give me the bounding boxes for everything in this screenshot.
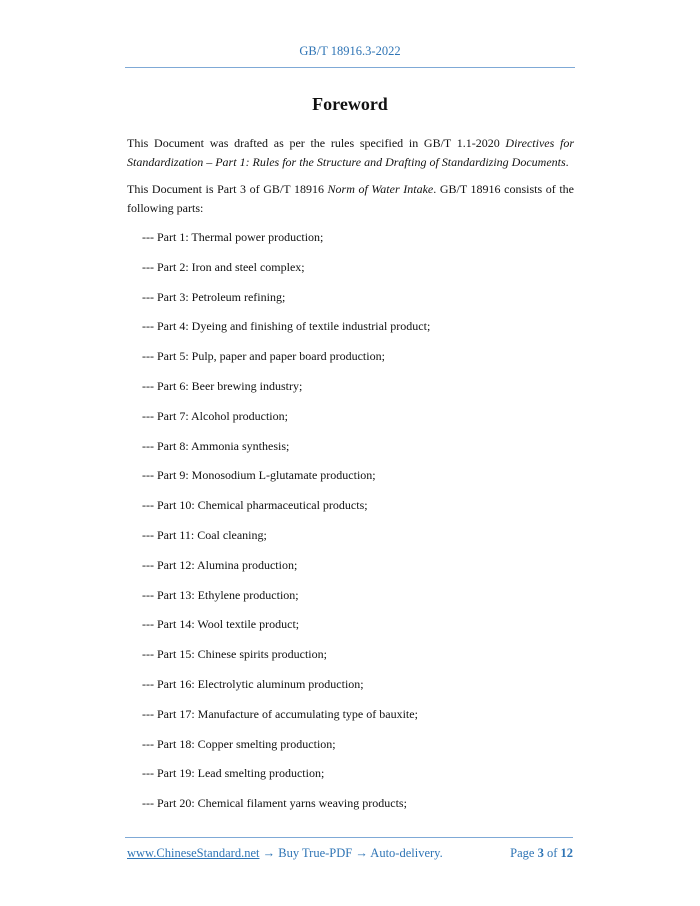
list-item: --- Part 14: Wool textile product;: [142, 617, 300, 632]
parts-list: [142, 228, 430, 824]
list-item: --- Part 19: Lead smelting production;: [142, 766, 325, 781]
footer-divider: [125, 837, 573, 838]
paragraph-text: . GB/T 18916 consists of the following parts:: [127, 182, 574, 215]
list-item: --- Part 15: Chinese spirits production;: [142, 647, 327, 662]
list-item: --- Part 13: Ethylene production;: [142, 587, 299, 602]
paragraph-text: .: [565, 155, 569, 169]
foreword-paragraph-drafting-rules: [127, 134, 574, 172]
paragraph-text: This Document was drafted as per the rules specified in GB/T 1.1-2020: [127, 136, 506, 150]
list-item: --- Part 5: Pulp, paper and paper board production;: [142, 349, 385, 364]
running-header: GB/T 18916.3-2022: [299, 44, 401, 58]
list-item: --- Part 12: Alumina production;: [142, 557, 298, 572]
foreword-paragraph-structure: [127, 180, 574, 218]
page-of-label: of: [543, 846, 561, 860]
footer-promo: [127, 846, 443, 861]
list-item: --- Part 17: Manufacture of accumulating type of bauxite;: [142, 706, 418, 721]
page-current: 3: [537, 846, 544, 860]
paragraph-text: This Document is Part 3 of GB/T 18916: [127, 182, 328, 196]
page-title: Foreword: [312, 94, 388, 114]
footer-promo-text: → Buy True-PDF → Auto-delivery.: [259, 846, 443, 860]
list-item: --- Part 1: Thermal power production;: [142, 230, 324, 244]
list-item: --- Part 10: Chemical pharmaceutical products;: [142, 498, 368, 513]
page-label: Page: [510, 846, 538, 860]
list-item: --- Part 8: Ammonia synthesis;: [142, 438, 290, 453]
standard-series-title: Norm of Water Intake: [327, 182, 434, 196]
page-number: [510, 846, 573, 861]
list-item: --- Part 20: Chemical filament yarns weaving products;: [142, 796, 407, 811]
list-item: --- Part 16: Electrolytic aluminum production;: [142, 676, 364, 691]
list-item: --- Part 2: Iron and steel complex;: [142, 259, 305, 274]
website-link[interactable]: www.ChineseStandard.net: [127, 846, 260, 860]
list-item: --- Part 9: Monosodium L-glutamate production;: [142, 468, 376, 483]
list-item: --- Part 6: Beer brewing industry;: [142, 378, 303, 393]
list-item: --- Part 11: Coal cleaning;: [142, 527, 267, 542]
cited-document-title: Directives for Standardization – Part 1: Rules for the Structure and Drafting of Standardizing Documents: [127, 136, 574, 169]
list-item: --- Part 7: Alcohol production;: [142, 408, 288, 423]
list-item: --- Part 18: Copper smelting production;: [142, 736, 336, 751]
page-total: 12: [560, 846, 573, 860]
list-item: --- Part 4: Dyeing and finishing of textile industrial product;: [142, 319, 431, 334]
header-divider: [125, 67, 575, 68]
list-item: --- Part 3: Petroleum refining;: [142, 289, 286, 304]
